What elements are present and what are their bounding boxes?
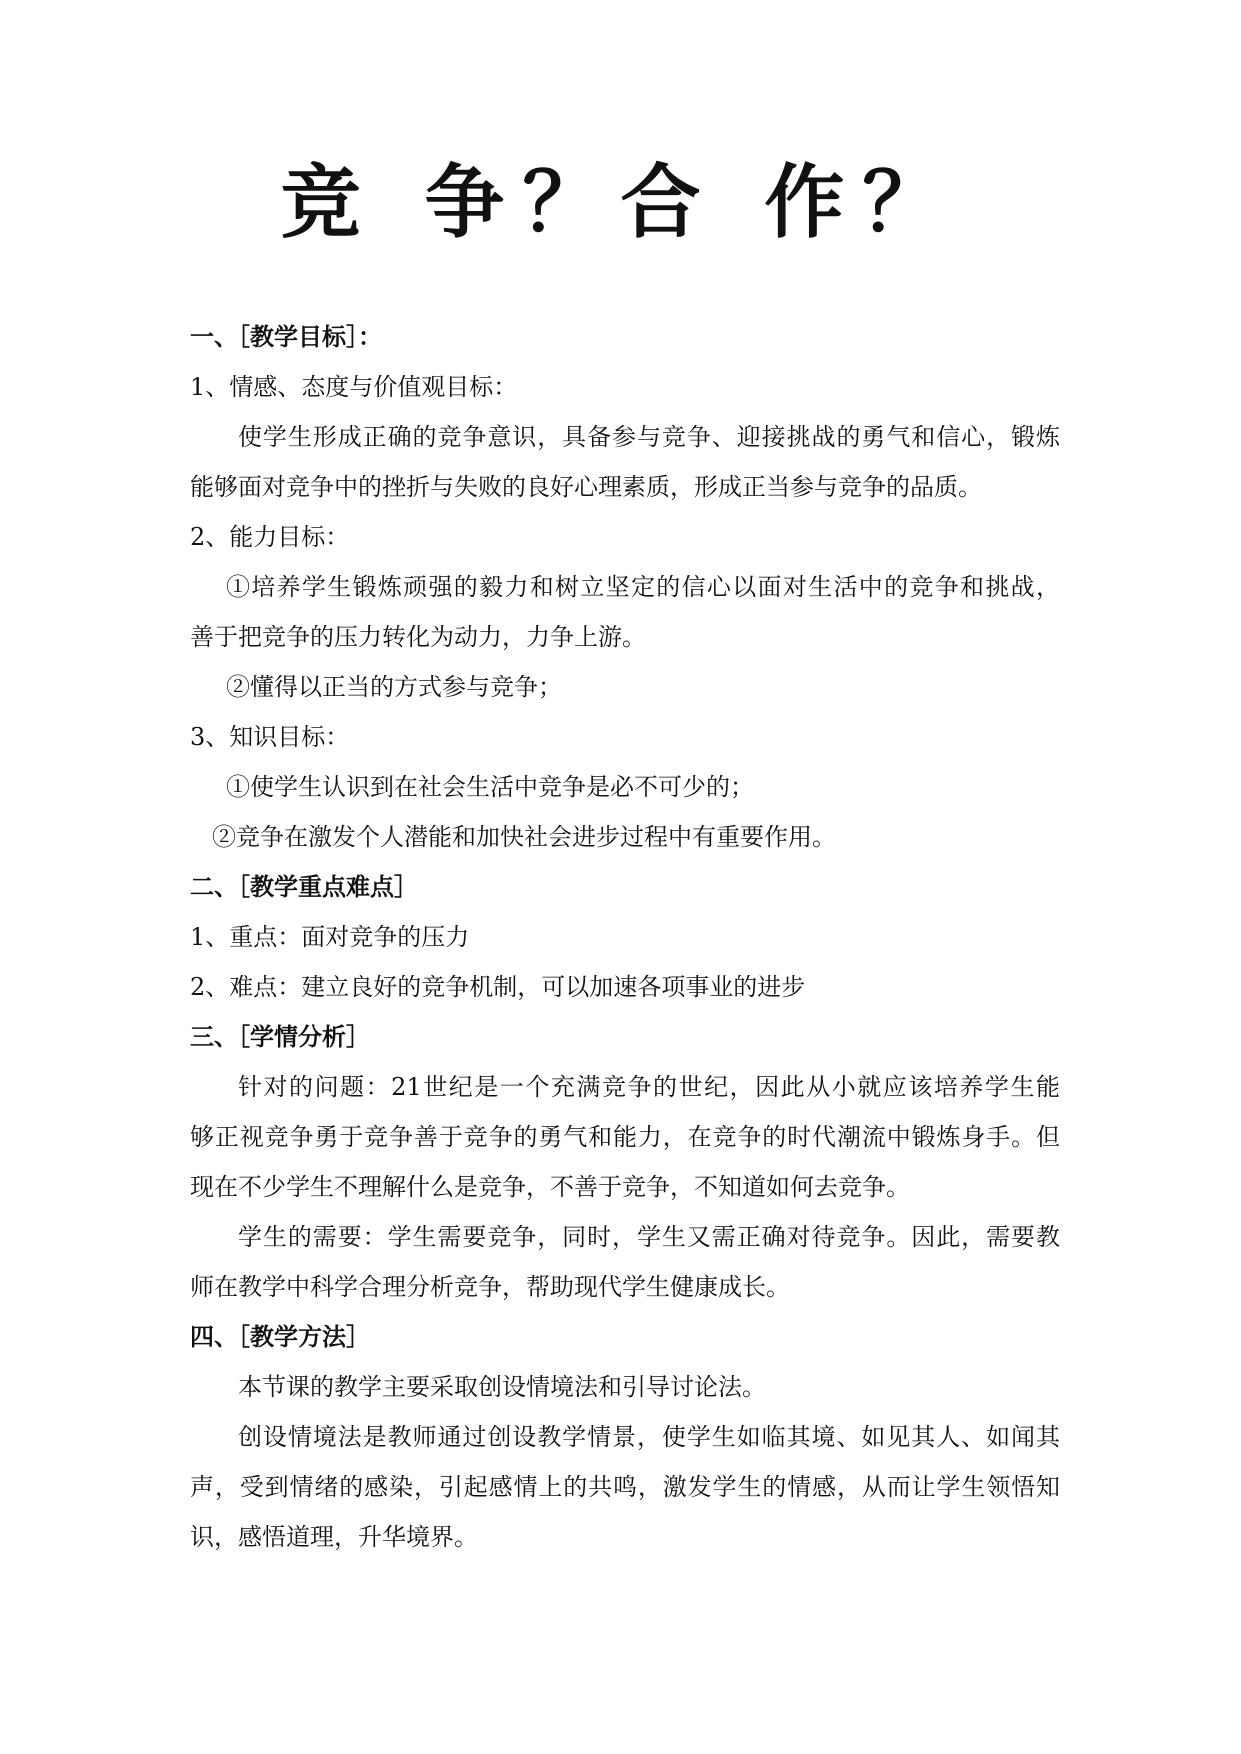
body-line: 声，受到情绪的感染，引起感情上的共鸣，激发学生的情感，从而让学生领悟知 xyxy=(190,1473,1060,1501)
body-line: 2、能力目标： xyxy=(190,523,350,551)
body-line: 能够面对竞争中的挫折与失败的良好心理素质，形成正当参与竞争的品质。 xyxy=(190,473,982,501)
body-line: 使学生形成正确的竞争意识，具备参与竞争、迎接挑战的勇气和信心，锻炼 xyxy=(238,423,1060,451)
body-line: ②竞争在激发个人潜能和加快社会进步过程中有重要作用。 xyxy=(212,823,836,851)
body-line: 1、情感、态度与价值观目标： xyxy=(190,373,518,401)
section-heading: 二、［教学重点难点］ xyxy=(190,872,418,901)
body-line: 3、知识目标： xyxy=(190,723,350,751)
body-line: ①培养学生锻炼顽强的毅力和树立坚定的信心以面对生活中的竞争和挑战， xyxy=(226,573,1060,601)
body-line: 善于把竞争的压力转化为动力，力争上游。 xyxy=(190,623,646,651)
section-heading: 四、［教学方法］ xyxy=(190,1322,370,1351)
body-line: 识，感悟道理，升华境界。 xyxy=(190,1523,478,1551)
section-heading: 三、［学情分析］ xyxy=(190,1022,370,1051)
body-line: 针对的问题：21世纪是一个充满竞争的世纪，因此从小就应该培养学生能 xyxy=(238,1073,1060,1101)
section-heading: 一、［教学目标］： xyxy=(190,322,382,351)
body-line: 师在教学中科学合理分析竞争，帮助现代学生健康成长。 xyxy=(190,1273,790,1301)
body-line: 学生的需要：学生需要竞争，同时，学生又需正确对待竞争。因此，需要教 xyxy=(238,1223,1060,1251)
body-line: 创设情境法是教师通过创设教学情景，使学生如临其境、如见其人、如闻其 xyxy=(238,1423,1060,1451)
document-title: 竞 争？合 作？ xyxy=(280,155,961,249)
body-line: 现在不少学生不理解什么是竞争，不善于竞争，不知道如何去竞争。 xyxy=(190,1173,910,1201)
body-line: 够正视竞争勇于竞争善于竞争的勇气和能力，在竞争的时代潮流中锻炼身手。但 xyxy=(190,1123,1060,1151)
body-line: 1、重点：面对竞争的压力 xyxy=(190,923,470,951)
body-line: 本节课的教学主要采取创设情境法和引导讨论法。 xyxy=(238,1373,766,1401)
document-body xyxy=(190,312,1060,1562)
body-line: ②懂得以正当的方式参与竞争； xyxy=(226,673,562,701)
body-line: ①使学生认识到在社会生活中竞争是必不可少的； xyxy=(226,773,754,801)
body-line: 2、难点：建立良好的竞争机制，可以加速各项事业的进步 xyxy=(190,973,806,1001)
